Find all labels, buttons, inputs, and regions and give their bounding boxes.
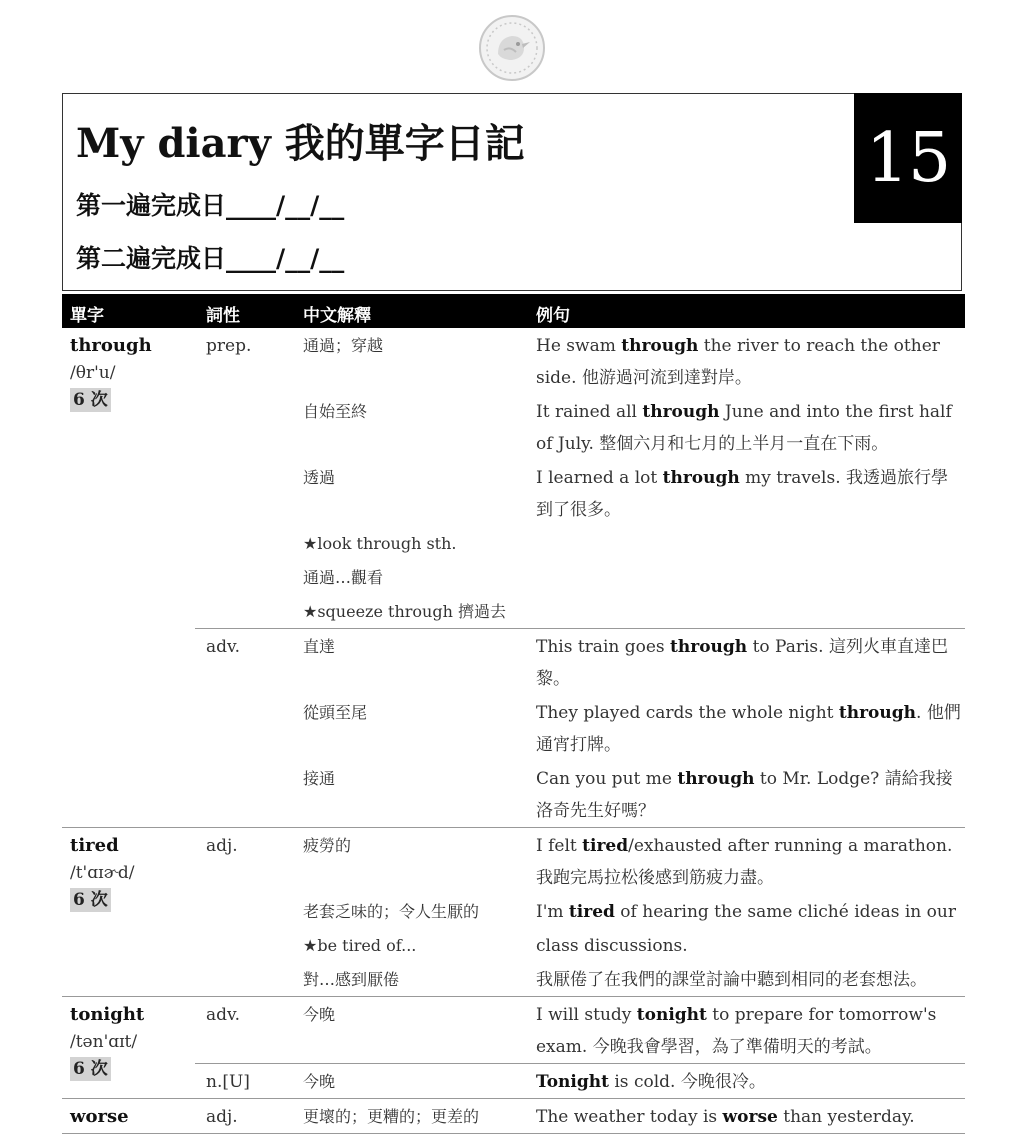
part-of-speech-block: [195, 1099, 965, 1133]
part-of-speech: adj.: [206, 836, 238, 856]
part-of-speech-block: [195, 629, 965, 827]
chinese-meaning: 直達: [303, 637, 336, 656]
sense-row: [195, 928, 965, 962]
part-of-speech-block: [195, 328, 965, 629]
example-text: I felt: [536, 836, 583, 856]
example-translation: 他游過河流到達對岸。: [581, 368, 752, 388]
sense-row: [195, 526, 965, 560]
example-text: I learned a lot: [536, 468, 663, 488]
sense-row: [195, 894, 965, 928]
vocab-word: tonight: [70, 1004, 145, 1025]
word-cell: [62, 828, 203, 912]
day-number-badge: 15: [854, 93, 962, 223]
example-text: .: [916, 703, 922, 723]
example-translation: 這列火車直達巴黎。: [536, 637, 948, 689]
example-text: is cold.: [608, 1072, 676, 1092]
example-sentence: [536, 596, 964, 628]
example-keyword: through: [662, 468, 740, 488]
chinese-meaning: 對…感到厭倦: [303, 970, 400, 989]
example-sentence: [536, 1101, 964, 1133]
second-completion-date: 第二遍完成日____/__/__: [76, 244, 345, 273]
vocabulary-table: [62, 294, 965, 1134]
example-keyword: through: [642, 402, 720, 422]
sense-row: [195, 328, 965, 394]
example-text: to Paris.: [747, 637, 824, 657]
bird-seal-icon: [478, 14, 546, 82]
example-sentence: [536, 631, 964, 695]
chinese-meaning: 更壞的；更糟的；更差的: [303, 1107, 480, 1126]
part-of-speech: adv.: [206, 1005, 241, 1025]
vocab-entry: [62, 997, 965, 1099]
practice-count-badge: 6 次: [70, 888, 111, 912]
example-sentence: [536, 999, 964, 1063]
example-keyword: through: [838, 703, 917, 723]
phonetic-transcription: /θr'u/: [70, 363, 116, 383]
sense-row: [195, 997, 965, 1063]
vocab-word: worse: [70, 1106, 129, 1127]
example-keyword: worse: [722, 1107, 778, 1127]
chinese-meaning: 自始至終: [303, 402, 368, 421]
example-text: I'm: [536, 902, 569, 922]
chinese-meaning: 通過…觀看: [303, 568, 384, 587]
vocabulary-entries: [62, 328, 965, 1134]
example-sentence: [536, 1066, 964, 1098]
example-sentence: [536, 930, 964, 962]
word-cell: [62, 328, 203, 412]
example-keyword: through: [670, 637, 748, 657]
phonetic-transcription: /tən'ɑɪt/: [70, 1032, 138, 1052]
example-translation: 我跑完馬拉松後感到筋疲力盡。: [536, 868, 774, 888]
part-of-speech: n.[U]: [206, 1072, 250, 1092]
example-text: Can you put me: [536, 769, 678, 789]
chinese-meaning: ★squeeze through 擠過去: [303, 602, 506, 621]
example-text: He swam: [536, 336, 622, 356]
page-title: My diary 我的單字日記: [76, 120, 525, 167]
example-keyword: tonight: [636, 1005, 707, 1025]
part-of-speech: adj.: [206, 1107, 238, 1127]
example-text: my travels.: [739, 468, 841, 488]
example-keyword: tired: [582, 836, 629, 856]
chinese-meaning: 今晚: [303, 1072, 336, 1091]
chinese-meaning: 透過: [303, 468, 336, 487]
example-text: This train goes: [536, 637, 671, 657]
example-translation: 他們通宵打牌。: [536, 703, 961, 755]
vocab-word: tired: [70, 835, 119, 856]
example-text: 我厭倦了在我們的課堂討論中聽到相同的老套想法。: [536, 970, 927, 990]
example-sentence: [536, 528, 964, 560]
example-keyword: tired: [568, 902, 615, 922]
vocab-entry: [62, 1099, 965, 1134]
sense-row: [195, 460, 965, 526]
column-header-example: 例句: [536, 306, 570, 326]
example-text: of hearing the same cliché ideas in our: [614, 902, 956, 922]
example-translation: 我透過旅行學到了很多。: [536, 468, 949, 520]
column-header-pos: 詞性: [206, 306, 240, 326]
phonetic-transcription: /t'ɑɪɚd/: [70, 863, 135, 883]
sense-row: [195, 962, 965, 996]
sense-row: [195, 828, 965, 894]
part-of-speech-block: [195, 997, 965, 1064]
chinese-meaning: 今晚: [303, 1005, 336, 1024]
word-cell: [62, 997, 203, 1081]
example-text: June and into the first half of July.: [536, 402, 952, 454]
example-text: They played cards the whole night: [536, 703, 839, 723]
example-sentence: [536, 462, 964, 526]
diary-header: [62, 93, 962, 291]
part-of-speech-block: [195, 828, 965, 996]
sense-row: [195, 761, 965, 827]
part-of-speech-block: [195, 1064, 965, 1098]
sense-row: [195, 1064, 965, 1098]
example-text: to prepare for tomorrow's exam.: [536, 1005, 937, 1057]
first-completion-date: 第一遍完成日____/__/__: [76, 191, 345, 220]
example-sentence: [536, 896, 964, 928]
example-translation: 今晚很冷。: [680, 1072, 766, 1092]
chinese-meaning: 從頭至尾: [303, 703, 368, 722]
example-sentence: [536, 562, 964, 594]
example-keyword: through: [677, 769, 755, 789]
example-translation: 整個六月和七月的上半月一直在下雨。: [599, 434, 889, 454]
example-translation: 今晚我會學習，為了準備明天的考試。: [592, 1037, 882, 1057]
example-text: I will study: [536, 1005, 637, 1025]
chinese-meaning: 通過；穿越: [303, 336, 384, 355]
sense-row: [195, 560, 965, 594]
example-sentence: [536, 697, 964, 761]
sense-row: [195, 695, 965, 761]
example-text: /exhausted after running a marathon.: [628, 836, 953, 856]
example-keyword: through: [621, 336, 699, 356]
chinese-meaning: ★look through sth.: [303, 534, 457, 553]
column-header-meaning: 中文解釋: [303, 306, 371, 326]
example-text: than yesterday.: [777, 1107, 915, 1127]
column-header-word: 單字: [70, 306, 104, 326]
example-sentence: [536, 830, 964, 894]
sense-row: [195, 1099, 965, 1133]
vocab-word: through: [70, 335, 152, 356]
practice-count-badge: 6 次: [70, 1057, 111, 1081]
example-text: the river to reach the other side.: [536, 336, 940, 388]
example-text: It rained all: [536, 402, 643, 422]
example-keyword: Tonight: [536, 1072, 609, 1092]
vocab-entry: [62, 328, 965, 828]
chinese-meaning: 老套乏味的；令人生厭的: [303, 902, 480, 921]
example-sentence: [536, 330, 964, 394]
word-cell: [62, 1099, 203, 1131]
sense-row: [195, 394, 965, 460]
example-text: class discussions.: [536, 936, 688, 956]
chinese-meaning: 接通: [303, 769, 336, 788]
example-text: The weather today is: [536, 1107, 723, 1127]
sense-row: [195, 594, 965, 628]
sense-row: [195, 629, 965, 695]
vocab-entry: [62, 828, 965, 997]
example-sentence: [536, 964, 964, 996]
example-sentence: [536, 396, 964, 460]
part-of-speech: adv.: [206, 637, 241, 657]
example-text: to Mr. Lodge?: [754, 769, 880, 789]
practice-count-badge: 6 次: [70, 388, 111, 412]
chinese-meaning: ★be tired of...: [303, 936, 417, 955]
table-header: [62, 294, 965, 328]
chinese-meaning: 疲勞的: [303, 836, 352, 855]
example-translation: 請給我接洛奇先生好嗎？: [536, 769, 953, 821]
part-of-speech: prep.: [206, 336, 252, 356]
example-sentence: [536, 763, 964, 827]
